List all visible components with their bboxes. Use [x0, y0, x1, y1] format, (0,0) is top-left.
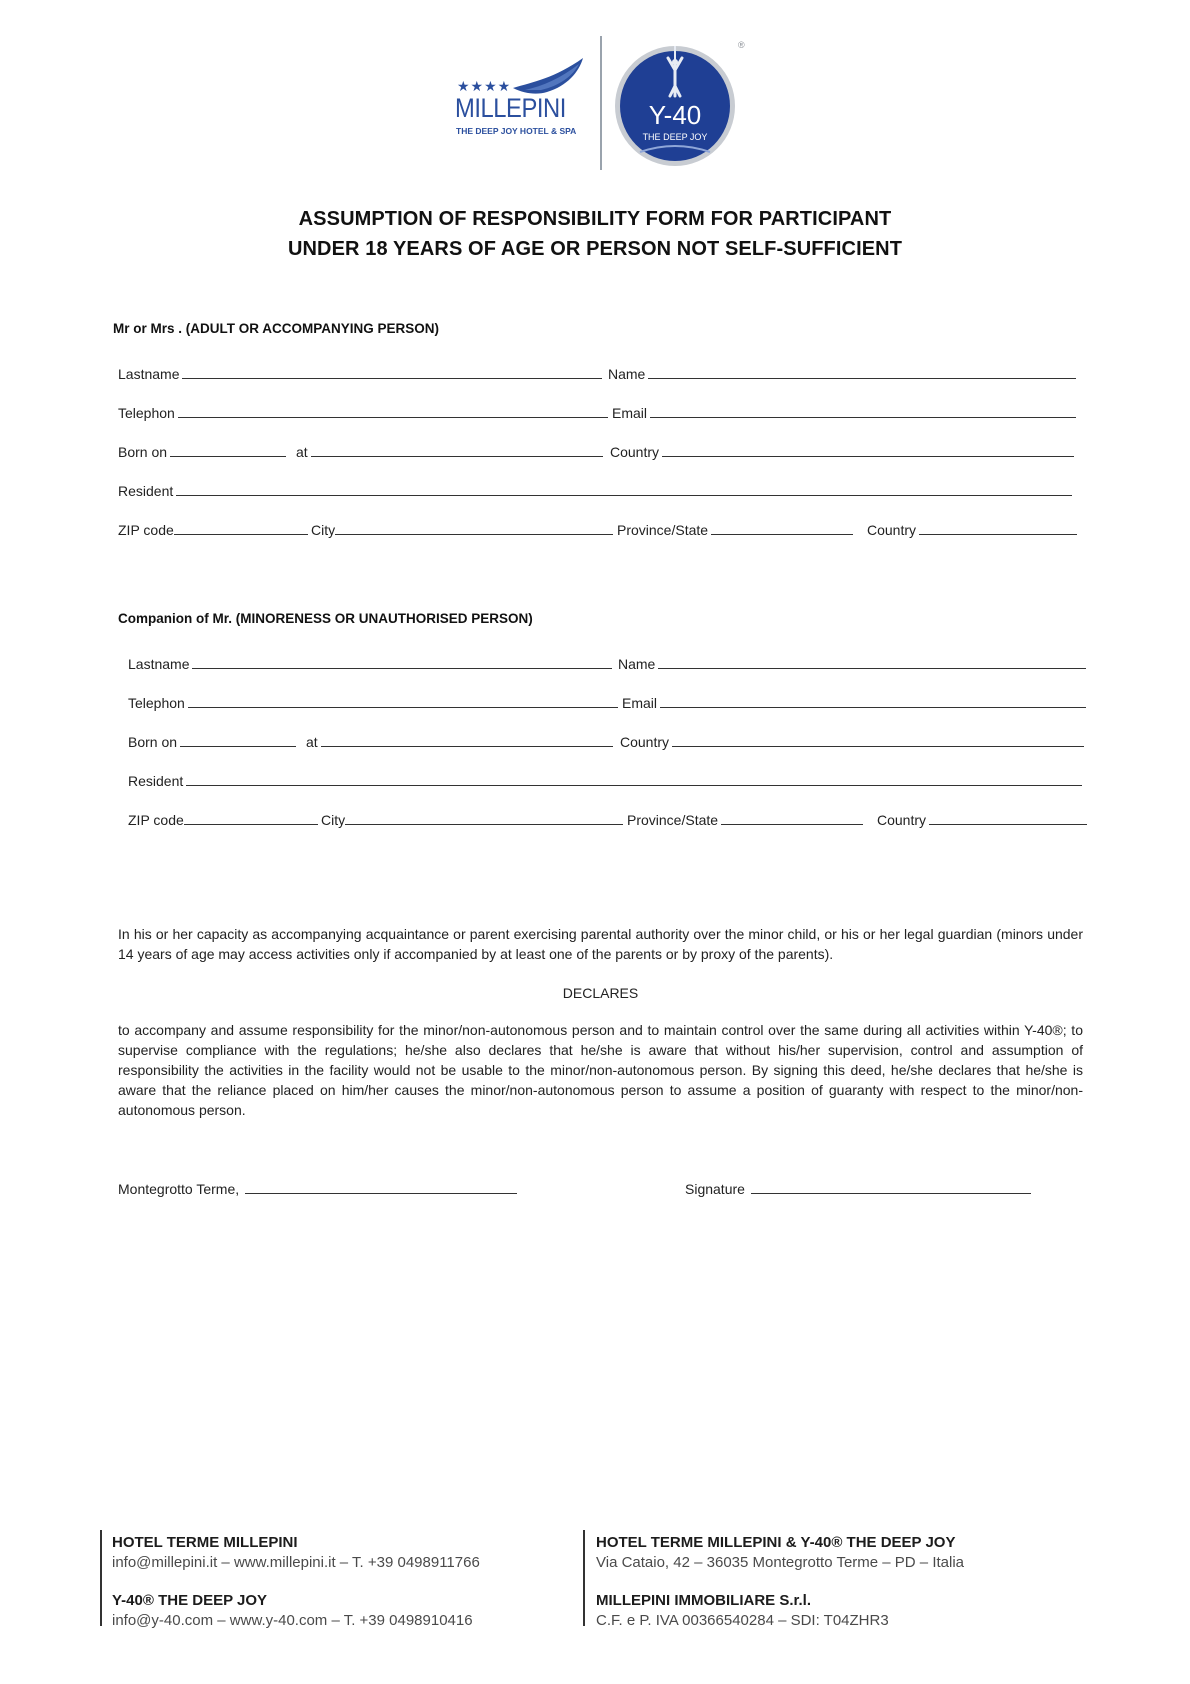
- companion-country-line[interactable]: [672, 733, 1084, 747]
- adult-country2-line[interactable]: [919, 521, 1077, 535]
- companion-telephon-field[interactable]: [128, 694, 618, 711]
- companion-email-line[interactable]: [660, 694, 1086, 708]
- companion-zip-line[interactable]: [184, 811, 318, 825]
- y40-tagline: THE DEEP JOY: [642, 132, 708, 142]
- footer-tax-info: C.F. e P. IVA 00366540284 – SDI: T04ZHR3: [596, 1612, 889, 1629]
- adult-row-birth: [118, 443, 1078, 463]
- companion-resident-label: Resident: [128, 773, 184, 789]
- capacity-paragraph: In his or her capacity as accompanying acquaintance or parent exercising parental authority over the minor child, or his or her legal guardian (minors under 14 years of age may access activities only if accompanied by at least one of the parents or by proxy of the parents).: [118, 926, 1083, 962]
- companion-born-on-label: Born on: [128, 734, 178, 750]
- adult-born-on-field[interactable]: [118, 443, 286, 460]
- adult-country-line[interactable]: [662, 443, 1074, 457]
- y40-logo: [612, 40, 745, 170]
- companion-at-label: at: [306, 734, 318, 750]
- adult-row-resident: [118, 482, 1078, 502]
- adult-zip-field[interactable]: [118, 521, 308, 538]
- adult-country-field[interactable]: [610, 443, 1074, 460]
- form-title-line-1: ASSUMPTION OF RESPONSIBILITY FORM FOR PARTICIPANT: [298, 208, 892, 230]
- companion-row-contact: [128, 694, 1088, 714]
- companion-city-line[interactable]: [345, 811, 623, 825]
- adult-at-label: at: [296, 444, 308, 460]
- place-label: Montegrotto Terme,: [118, 1181, 240, 1197]
- companion-email-label: Email: [622, 695, 658, 711]
- adult-row-address: [118, 521, 1078, 541]
- adult-name-line[interactable]: [648, 365, 1076, 379]
- companion-country2-label: Country: [877, 812, 927, 828]
- millepini-tagline: THE DEEP JOY HOTEL & SPA: [456, 126, 577, 136]
- millepini-wordmark: MILLEPINI: [455, 93, 566, 123]
- signature-line[interactable]: [751, 1180, 1031, 1194]
- adult-name-field[interactable]: [608, 365, 1076, 382]
- companion-province-label: Province/State: [627, 812, 719, 828]
- footer-y40-contact: info@y-40.com – www.y-40.com – T. +39 0498910416: [112, 1612, 473, 1629]
- companion-row-address: [128, 811, 1088, 831]
- place-date-line[interactable]: [245, 1180, 517, 1194]
- declares-heading: DECLARES: [562, 985, 639, 1001]
- millepini-logo: [455, 56, 595, 146]
- companion-telephon-line[interactable]: [188, 694, 618, 708]
- adult-zip-line[interactable]: [174, 521, 308, 535]
- adult-resident-label: Resident: [118, 483, 174, 499]
- companion-born-on-line[interactable]: [180, 733, 296, 747]
- footer-left-bar: [100, 1530, 102, 1626]
- companion-row-name: [128, 655, 1088, 675]
- adult-telephon-line[interactable]: [178, 404, 608, 418]
- companion-name-field[interactable]: [618, 655, 1086, 672]
- footer-legal-name: MILLEPINI IMMOBILIARE S.r.l.: [596, 1592, 812, 1609]
- companion-lastname-label: Lastname: [128, 656, 190, 672]
- adult-row-name: [118, 365, 1078, 385]
- adult-birthplace-field[interactable]: [296, 443, 603, 460]
- adult-telephon-field[interactable]: [118, 404, 608, 421]
- adult-lastname-label: Lastname: [118, 366, 180, 382]
- companion-email-field[interactable]: [622, 694, 1086, 711]
- adult-email-field[interactable]: [612, 404, 1076, 421]
- adult-lastname-line[interactable]: [182, 365, 602, 379]
- y40-wordmark: Y-40: [648, 100, 702, 130]
- section-adult-heading: Mr or Mrs . (ADULT OR ACCOMPANYING PERSON): [113, 321, 440, 336]
- companion-birthplace-line[interactable]: [321, 733, 613, 747]
- footer-company: HOTEL TERME MILLEPINI & Y-40® THE DEEP JOY: [596, 1534, 956, 1551]
- adult-lastname-field[interactable]: [118, 365, 602, 382]
- adult-province-label: Province/State: [617, 522, 709, 538]
- companion-born-on-field[interactable]: [128, 733, 296, 750]
- companion-name-line[interactable]: [658, 655, 1086, 669]
- signature-label: Signature: [685, 1181, 745, 1197]
- companion-birthplace-field[interactable]: [306, 733, 613, 750]
- adult-row-contact: [118, 404, 1078, 424]
- adult-city-field[interactable]: [311, 521, 613, 538]
- signature-field[interactable]: [685, 1180, 1031, 1200]
- companion-resident-line[interactable]: [186, 772, 1082, 786]
- companion-lastname-field[interactable]: [128, 655, 612, 672]
- adult-email-label: Email: [612, 405, 648, 421]
- rating-stars: ★★★★: [457, 78, 512, 94]
- adult-email-line[interactable]: [650, 404, 1076, 418]
- footer-right-bar: [583, 1530, 585, 1626]
- adult-country-label: Country: [610, 444, 660, 460]
- companion-zip-label: ZIP code: [128, 812, 184, 828]
- adult-province-field[interactable]: [617, 521, 853, 538]
- companion-province-line[interactable]: [721, 811, 863, 825]
- companion-country2-field[interactable]: [877, 811, 1087, 828]
- adult-name-label: Name: [608, 366, 646, 382]
- form-title-line-2: UNDER 18 YEARS OF AGE OR PERSON NOT SELF-SUFFICIENT: [287, 238, 903, 260]
- companion-city-label: City: [321, 812, 346, 828]
- adult-country2-field[interactable]: [867, 521, 1077, 538]
- footer-hotel-contact: info@millepini.it – www.millepini.it – T. +39 0498911766: [112, 1554, 480, 1571]
- adult-telephon-label: Telephon: [118, 405, 175, 421]
- registered-mark: ®: [738, 40, 745, 50]
- companion-country2-line[interactable]: [929, 811, 1087, 825]
- companion-country-field[interactable]: [620, 733, 1084, 750]
- companion-telephon-label: Telephon: [128, 695, 185, 711]
- adult-city-label: City: [311, 522, 336, 538]
- companion-zip-field[interactable]: [128, 811, 318, 828]
- adult-country2-label: Country: [867, 522, 917, 538]
- companion-name-label: Name: [618, 656, 656, 672]
- companion-row-resident: [128, 772, 1088, 792]
- companion-city-field[interactable]: [321, 811, 623, 828]
- adult-born-on-line[interactable]: [170, 443, 286, 457]
- companion-row-birth: [128, 733, 1088, 753]
- logo-divider: [600, 36, 602, 170]
- footer-address: Via Cataio, 42 – 36035 Montegrotto Terme – PD – Italia: [596, 1554, 965, 1571]
- footer-hotel-name: HOTEL TERME MILLEPINI: [112, 1534, 298, 1551]
- declaration-paragraph: to accompany and assume responsibility for the minor/non-autonomous person and to maintain control over the same during all activities within Y-40®; to supervise compliance with the regulations; he/she also declares that he/she is aware that without his/her supervision, control and assumption of responsibility the activities in the facility would not be usable to the minor/non-autonomous person. By signing this deed, he/she declares that he/she is aware that the reliance placed on him/her causes the minor/non-autonomous person to assume a position of guaranty with respect to the minor/non-autonomous person.: [118, 1022, 1083, 1118]
- companion-province-field[interactable]: [627, 811, 863, 828]
- adult-province-line[interactable]: [711, 521, 853, 535]
- section-companion-heading: Companion of Mr. (MINORENESS OR UNAUTHORISED PERSON): [118, 611, 533, 626]
- adult-city-line[interactable]: [335, 521, 613, 535]
- adult-born-on-label: Born on: [118, 444, 168, 460]
- footer-y40-name: Y-40® THE DEEP JOY: [112, 1592, 268, 1609]
- adult-resident-field[interactable]: [118, 482, 1072, 499]
- place-date-field[interactable]: [118, 1180, 517, 1200]
- companion-lastname-line[interactable]: [192, 655, 612, 669]
- adult-birthplace-line[interactable]: [311, 443, 603, 457]
- companion-resident-field[interactable]: [128, 772, 1082, 789]
- adult-zip-label: ZIP code: [118, 522, 174, 538]
- adult-resident-line[interactable]: [176, 482, 1072, 496]
- companion-country-label: Country: [620, 734, 670, 750]
